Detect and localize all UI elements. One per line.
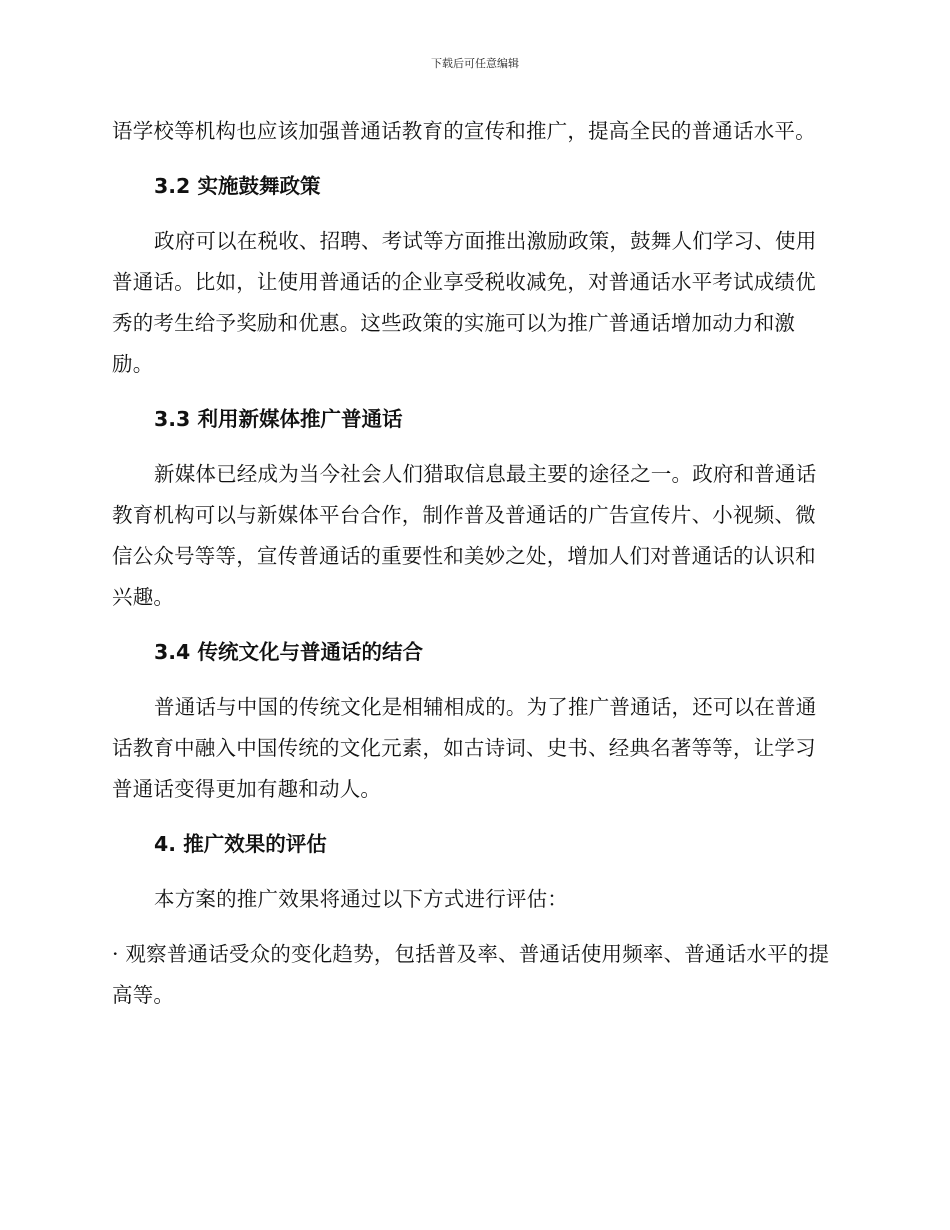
section-heading-3-3: 3.3 利用新媒体推广普通话 [154, 407, 403, 431]
paragraph-3-3: 新媒体已经成为当今社会人们猎取信息最主要的途径之一。政府和普通话教育机构可以与新媒体平台合作，制作普及普通话的广告宣传片、小视频、微信公众号等等，宣传普通话的重要性和美妙之处，增加人们对普通话的认识和兴趣。 [112, 462, 817, 609]
paragraph-3-4: 普通话与中国的传统文化是相辅相成的。为了推广普通话，还可以在普通话教育中融入中国传统的文化元素，如古诗词、史书、经典名著等等，让学习普通话变得更加有趣和动人。 [112, 695, 817, 801]
document-body [112, 111, 834, 1030]
paragraph-4-intro: 本方案的推广效果将通过以下方式进行评估： [154, 887, 568, 911]
paragraph-continuation: 语学校等机构也应该加强普通话教育的宣传和推广，提高全民的普通话水平。 [112, 119, 816, 143]
section-heading-3-4: 3.4 传统文化与普通话的结合 [154, 640, 423, 664]
section-heading-4: 4. 推广效果的评估 [154, 832, 327, 856]
paragraph-3-2: 政府可以在税收、招聘、考试等方面推出激励政策，鼓舞人们学习、使用普通话。比如，让使用普通话的企业享受税收减免，对普通话水平考试成绩优秀的考生给予奖励和优惠。这些政策的实施可以为推广普通话增加动力和激励。 [112, 229, 817, 376]
bullet-item: · 观察普通话受众的变化趋势，包括普及率、普通话使用频率、普通话水平的提高等。 [112, 942, 830, 1007]
section-heading-3-2: 3.2 实施鼓舞政策 [154, 174, 321, 198]
page-header: 下载后可任意编辑 [431, 57, 519, 70]
